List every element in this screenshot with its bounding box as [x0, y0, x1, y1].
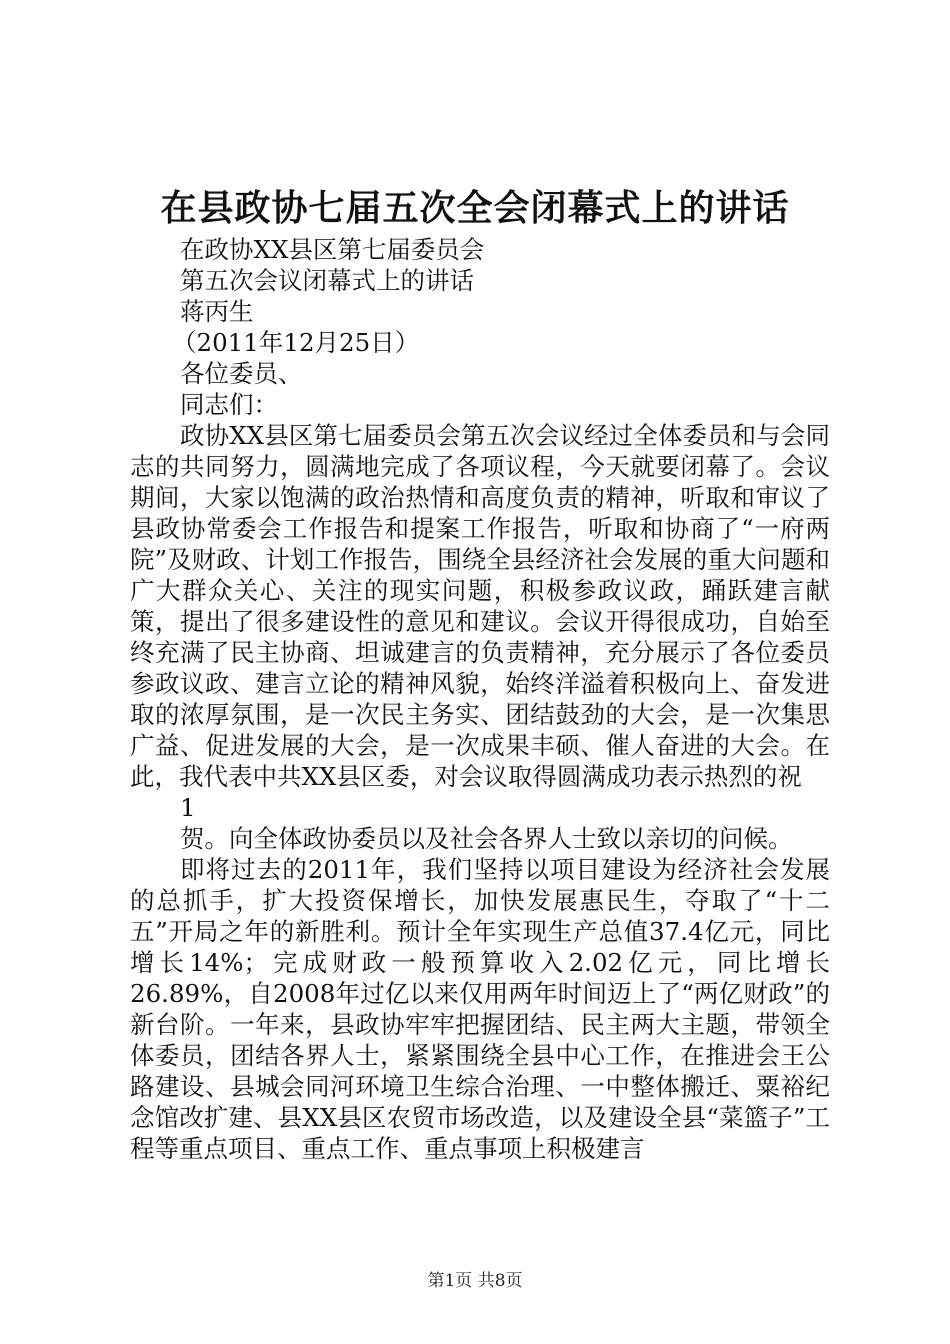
- document-title: 在县政协七届五次全会闭幕式上的讲话: [160, 187, 790, 229]
- paragraph-opening: 政协XX县区第七届委员会第五次会议经过全体委员和与会同志的共同努力，圆满地完成了各项议程，今天就要闭幕了。会议期间，大家以饱满的政治热情和高度负责的精神，听取和审议了县政协常委会工作报告和提案工作报告，听取和协商了“一府两院”及财政、计划工作报告，围绕全县经济社会发展的重大问题和广大群众关心、关注的现实问题，积极参政议政，踊跃建言献策，提出了很多建设性的意见和建议。会议开得很成功，自始至终充满了民主协商、坦诚建言的负责精神，充分展示了各位委员参政议政、建言立论的精神风貌，始终洋溢着积极向上、奋发进取的浓厚氛围，是一次民主务实、团结鼓劲的大会，是一次集思广益、促进发展的大会，是一次成果丰硕、催人奋进的大会。在此，我代表中共XX县区委，对会议取得圆满成功表示热烈的祝: [130, 421, 830, 791]
- paragraph-opening-continued: 贺。向全体政协委员以及社会各界人士致以亲切的问候。: [180, 824, 793, 853]
- salutation-members: 各位委员、: [180, 359, 303, 388]
- header-line-occasion: 第五次会议闭幕式上的讲话: [180, 266, 474, 295]
- speech-date: （2011年12月25日）: [172, 328, 420, 357]
- header-line-committee: 在政协XX县区第七届委员会: [180, 235, 485, 264]
- document-body: [130, 234, 830, 1164]
- speaker-name: 蒋丙生: [180, 297, 254, 326]
- paragraph-review: 即将过去的2011年，我们坚持以项目建设为经济社会发展的总抓手，扩大投资保增长，加快发展惠民生，夺取了“十二五”开局之年的新胜利。预计全年实现生产总值37.4亿元，同比增长14%；完成财政一般预算收入2.02亿元，同比增长26.89%，自2008年过亿以来仅用两年时间迈上了“两亿财政”的新台阶。一年来，县政协牢牢把握团结、民主两大主题，带领全体委员，团结各界人士，紧紧围绕全县中心工作，在推进会王公路建设、县城会同河环境卫生综合治理、一中整体搬迁、粟裕纪念馆改扩建、县XX县区农贸市场改造，以及建设全县“菜篮子”工程等重点项目、重点工作、重点事项上积极建言: [130, 855, 830, 1163]
- salutation-comrades: 同志们：: [180, 390, 278, 419]
- inline-page-number: 1: [180, 793, 196, 822]
- page-footer: 第1页 共8页: [427, 1271, 523, 1291]
